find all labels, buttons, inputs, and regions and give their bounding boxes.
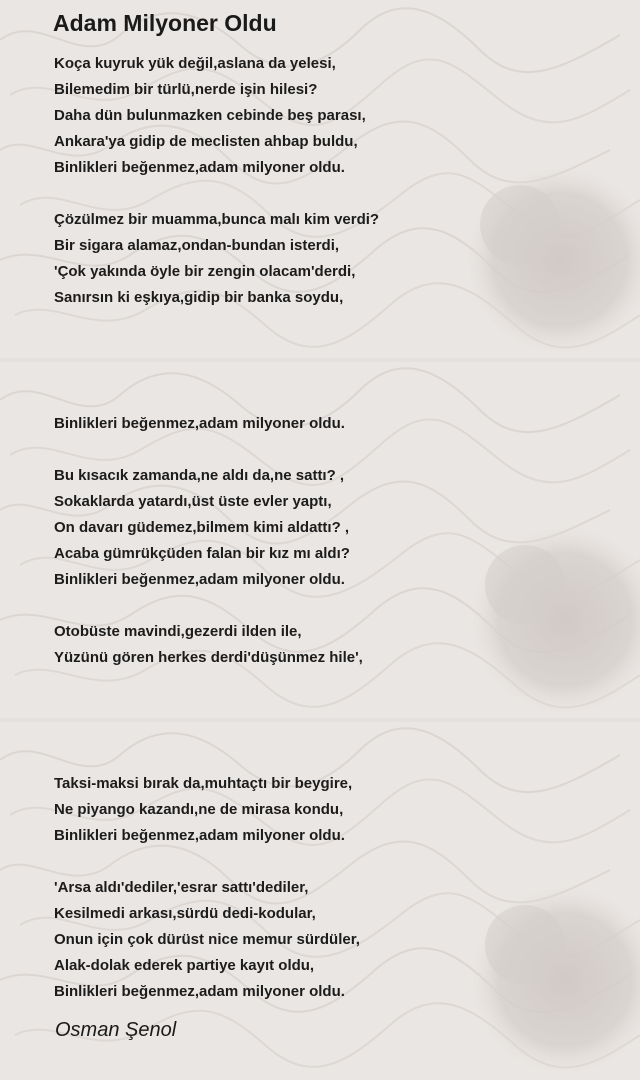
- poem-line: Acaba gümrükçüden falan bir kız mı aldı?: [54, 545, 350, 562]
- poem-title: Adam Milyoner Oldu: [53, 10, 277, 36]
- poem-line: Otobüste mavindi,gezerdi ilden ile,: [54, 623, 302, 640]
- poem-line: 'Çok yakında öyle bir zengin olacam'derdi,: [54, 263, 356, 280]
- poem-line: 'Arsa aldı'dediler,'esrar sattı'dediler,: [54, 879, 309, 896]
- poem-line: Ankara'ya gidip de meclisten ahbap buldu,: [54, 133, 358, 150]
- poem-line: Koça kuyruk yük değil,aslana da yelesi,: [54, 55, 336, 72]
- poem-line: Taksi-maksi bırak da,muhtaçtı bir beygire,: [54, 775, 353, 792]
- poem-line: Binlikleri beğenmez,adam milyoner oldu.: [54, 159, 345, 176]
- poem-line: Yüzünü gören herkes derdi'düşünmez hile',: [54, 649, 363, 666]
- poem-line: On davarı güdemez,bilmem kimi aldattı? ,: [54, 519, 350, 536]
- poem-line: Bilemedim bir türlü,nerde işin hilesi?: [54, 81, 318, 98]
- poem-line: Binlikleri beğenmez,adam milyoner oldu.: [54, 571, 345, 588]
- poem-line: Binlikleri beğenmez,adam milyoner oldu.: [54, 415, 345, 432]
- poem-line: Bu kısacık zamanda,ne aldı da,ne sattı? ,: [54, 467, 345, 484]
- poem-line: Binlikleri beğenmez,adam milyoner oldu.: [54, 983, 345, 1000]
- poem-line: Binlikleri beğenmez,adam milyoner oldu.: [54, 827, 345, 844]
- poem-line: Bir sigara alamaz,ondan-bundan isterdi,: [54, 237, 340, 254]
- poem-line: Onun için çok dürüst nice memur sürdüler,: [54, 931, 360, 948]
- poem-line: Sanırsın ki eşkıya,gidip bir banka soydu,: [54, 289, 344, 306]
- poem-line: Ne piyango kazandı,ne de mirasa kondu,: [54, 801, 344, 818]
- poem-line: Çözülmez bir muamma,bunca malı kim verdi?: [54, 211, 380, 228]
- poem-author: Osman Şenol: [55, 1019, 177, 1041]
- poem-line: Daha dün bulunmazken cebinde beş parası,: [54, 107, 366, 124]
- poem-line: Sokaklarda yatardı,üst üste evler yaptı,: [54, 493, 332, 510]
- poem-line: Alak-dolak ederek partiye kayıt oldu,: [54, 957, 315, 974]
- poem-line: Kesilmedi arkası,sürdü dedi-kodular,: [54, 905, 316, 922]
